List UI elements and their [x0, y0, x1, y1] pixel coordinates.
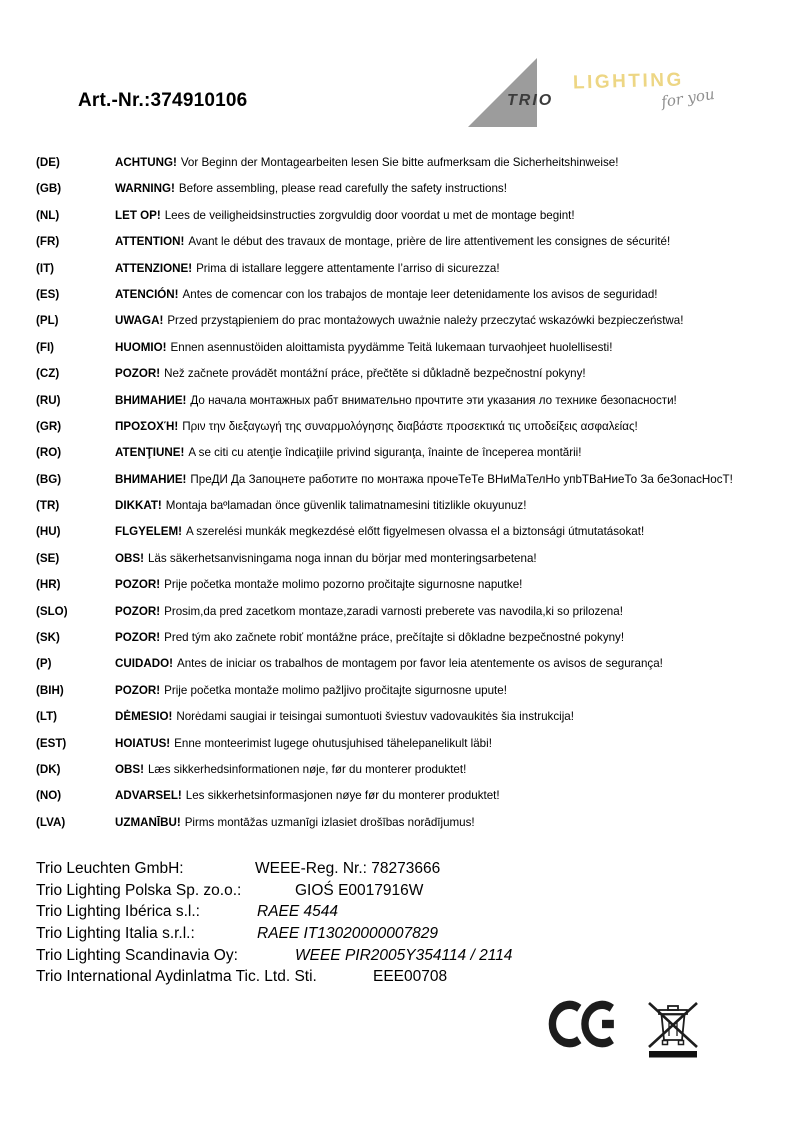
warning-body: Avant le début des travaux de montage, prière de lire attentivement les consignes de sécurité! [188, 235, 671, 249]
warning-text [115, 605, 623, 618]
warning-keyword: POZOR! [115, 578, 161, 592]
company-name: Trio International Aydinlatma Tic. Ltd. Sti. [36, 968, 317, 986]
warning-row-pl [36, 308, 781, 334]
warning-list [36, 150, 781, 836]
warning-text [115, 578, 522, 591]
warning-text [115, 684, 507, 697]
trio-lighting-logo [465, 56, 725, 131]
warning-body: Prima di istallare leggere attentamente l’arriso di sicurezza! [196, 261, 500, 275]
warning-row-nl [36, 203, 781, 229]
warning-row-gr [36, 414, 781, 440]
language-code: (BG) [36, 472, 62, 486]
company-name: Trio Leuchten GmbH: [36, 860, 184, 877]
warning-body: Prosim,da pred zacetkom montaze,zaradi varnosti preberete vas navodila,ki so prilozena! [164, 604, 623, 618]
warning-row-fi [36, 335, 781, 361]
article-number: Art.-Nr.:374910106 [78, 90, 248, 111]
warning-body: Pred tým ako začnete robiť montážne práce, prečítajte si dôkladne bezpečnostné pokyny! [164, 631, 625, 645]
warning-body: Antes de iniciar os trabalhos de montagem por favor leia atentemente os avisos de segurança! [176, 657, 663, 671]
warning-row-bih [36, 678, 781, 704]
warning-row-hu [36, 519, 781, 545]
language-code: (HU) [36, 525, 61, 539]
company-name: Trio Lighting Scandinavia Oy: [36, 946, 238, 964]
warning-text [115, 499, 526, 512]
warning-text [115, 367, 586, 380]
warning-keyword: POZOR! [115, 367, 161, 381]
registration-row [36, 966, 756, 988]
warning-body: Antes de comencar con los trabajos de montaje leer detenidamente los avisos de seguridad! [182, 287, 658, 301]
warning-keyword: LET OP! [115, 208, 161, 222]
warning-row-es [36, 282, 781, 308]
language-code: (FI) [36, 340, 55, 354]
warning-keyword: ΠΡΟΣΟΧΉ! [115, 419, 179, 433]
warning-text [115, 314, 683, 327]
warning-body: Lees de veiligheidsinstructies zorgvuldig door voordat u met de montage begint! [164, 208, 575, 222]
registration-row [36, 923, 756, 945]
warning-keyword: FLGYELEM! [115, 525, 182, 539]
warning-keyword: POZOR! [115, 683, 161, 697]
language-code: (GR) [36, 419, 62, 433]
registration-number: WEEE-Reg. Nr.: 78273666 [255, 860, 441, 877]
warning-body: Ennen asennustöiden aloittamista pyydämme Teitä lukemaan turvaohjeet huolellisesti! [170, 340, 613, 354]
warning-row-cz [36, 361, 781, 387]
warning-keyword: ATENŢIUNE! [115, 446, 185, 460]
warning-body: Enne monteerimist lugege ohutusjuhised tähelepanelikult läbi! [174, 736, 492, 750]
warning-row-sk [36, 625, 781, 651]
language-code: (P) [36, 657, 52, 671]
logo-tagline: for you [659, 84, 716, 112]
warning-text [115, 525, 644, 538]
warning-keyword: HOIATUS! [115, 736, 171, 750]
warning-row-slo [36, 599, 781, 625]
warning-keyword: ADVARSEL! [115, 789, 182, 803]
warning-keyword: DIKKAT! [115, 499, 162, 513]
warning-body: Les sikkerhetsinformasjonen nøye før du monterer produktet! [185, 789, 500, 803]
warning-row-ru [36, 388, 781, 414]
warning-body: Montaja baºlamadan önce güvenlik talimatnamesini titizlikle okuyunuz! [165, 499, 527, 513]
language-code: (SLO) [36, 604, 68, 618]
warning-row-hr [36, 572, 781, 598]
warning-row-ro [36, 440, 781, 466]
warning-row-fr [36, 229, 781, 255]
registration-number: WEEE PIR2005Y354114 / 2114 [295, 946, 513, 964]
warning-body: До начала монтажных рабт внимательно прочтите эти указания ло технике безопасности! [190, 393, 677, 407]
registration-number: RAEE 4544 [257, 903, 338, 921]
warning-body: A se citi cu atenţie îndicaţiile privind siguranţa, înainte de începerea montării! [188, 446, 582, 460]
warning-text [115, 631, 624, 644]
company-name: Trio Lighting Ibérica s.l.: [36, 903, 200, 921]
language-code: (TR) [36, 499, 60, 513]
warning-text [115, 710, 574, 723]
language-code: (SK) [36, 631, 60, 645]
language-code: (GB) [36, 182, 62, 196]
registration-row [36, 901, 756, 923]
warning-body: Læs sikkerhedsinformationen nøje, før du monterer produktet! [147, 762, 467, 776]
warning-text [115, 420, 638, 433]
language-code: (NL) [36, 208, 60, 222]
warning-text [115, 737, 492, 750]
language-code: (RU) [36, 393, 61, 407]
warning-row-dk [36, 757, 781, 783]
warning-text [115, 763, 466, 776]
warning-body: Než začnete provádět montážní práce, přečtěte si důkladně bezpečnostní pokyny! [164, 367, 586, 381]
warning-keyword: POZOR! [115, 631, 161, 645]
warning-keyword: ATTENTION! [115, 235, 185, 249]
warning-row-gb [36, 176, 781, 202]
warning-row-de [36, 150, 781, 176]
warning-body: Läs säkerhetsanvisningama noga innan du börjar med monteringsarbetena! [147, 551, 537, 565]
warning-row-it [36, 256, 781, 282]
warning-row-no [36, 783, 781, 809]
registration-row [36, 880, 756, 902]
language-code: (PL) [36, 314, 59, 328]
weee-registration-list [36, 858, 756, 988]
language-code: (CZ) [36, 367, 60, 381]
warning-body: Prije početka montaže molimo pažljivo pročitajte sigurnosne upute! [164, 683, 507, 697]
ce-mark-icon [548, 999, 622, 1049]
registration-number: RAEE IT13020000007829 [257, 925, 438, 943]
warning-text [115, 552, 537, 565]
warning-text [115, 394, 677, 407]
warning-row-se [36, 546, 781, 572]
warning-text [115, 288, 658, 301]
language-code: (RO) [36, 446, 62, 460]
warning-keyword: CUIDADO! [115, 657, 173, 671]
warning-keyword: OBS! [115, 551, 144, 565]
language-code: (NO) [36, 789, 62, 803]
brand-name: TRIO [507, 92, 554, 109]
warning-body: Πριν την διεξαγωγή της συναρμολόγησης διαβάστε προσεκτικά τις υποδείξεις ασφαλείας! [182, 419, 638, 433]
warning-text [115, 209, 575, 222]
warning-text [115, 789, 500, 802]
language-code: (BIH) [36, 683, 64, 697]
language-code: (IT) [36, 261, 55, 275]
warning-row-bg [36, 467, 781, 493]
warning-text [115, 235, 670, 248]
company-name: Trio Lighting Polska Sp. zo.o.: [36, 881, 242, 899]
warning-body: Pirms montāžas uzmanīgi izlasiet drošības norādījumus! [184, 815, 475, 829]
warning-text [115, 182, 507, 195]
language-code: (LT) [36, 710, 58, 724]
warning-row-est [36, 731, 781, 757]
company-name: Trio Lighting Italia s.r.l.: [36, 925, 195, 943]
warning-text [115, 156, 618, 169]
warning-body: ПреДИ Да Запоцнете работите по монтажа прочеТеТе ВНиМаТелНо упbТВаНиеТо За беЗопасНосТ! [190, 472, 733, 486]
warning-keyword: POZOR! [115, 604, 161, 618]
warning-keyword: WARNING! [115, 182, 175, 196]
warning-keyword: HUOMIO! [115, 340, 167, 354]
warning-body: Norėdami saugiai ir teisingai sumontuoti šviestuv vadovaukitės šia instrukcija! [176, 710, 574, 724]
warning-row-tr [36, 493, 781, 519]
warning-body: Prije početka montaže molimo pozorno pročitajte sigurnosne naputke! [164, 578, 523, 592]
warning-row-p [36, 651, 781, 677]
warning-body: A szerelési munkák megkezdésė előtt figyelmesen olvassa el a biztonsági útmutatásokat! [185, 525, 645, 539]
warning-text [115, 816, 475, 829]
warning-keyword: ATTENZIONE! [115, 261, 193, 275]
language-code: (DE) [36, 156, 60, 169]
language-code: (HR) [36, 578, 61, 592]
warning-keyword: ACHTUNG! [115, 156, 177, 169]
language-code: (SE) [36, 551, 60, 565]
warning-body: Vor Beginn der Montagearbeiten lesen Sie bitte aufmerksam die Sicherheitshinweise! [180, 156, 619, 169]
warning-text [115, 446, 581, 459]
warning-keyword: OBS! [115, 762, 144, 776]
registration-row [36, 858, 756, 880]
language-code: (DK) [36, 762, 61, 776]
warning-text [115, 262, 500, 275]
warning-row-lva [36, 810, 781, 836]
warning-keyword: ВНИМАНИЕ! [115, 393, 187, 407]
registration-number: GIOŚ E0017916W [295, 881, 424, 899]
warning-body: Before assembling, please read carefully the safety instructions! [178, 182, 507, 196]
warning-keyword: ATENCIÓN! [115, 287, 179, 301]
language-code: (EST) [36, 736, 67, 750]
language-code: (FR) [36, 235, 60, 249]
language-code: (LVA) [36, 815, 66, 829]
warning-text [115, 657, 663, 670]
warning-keyword: UZMANĪBU! [115, 815, 181, 829]
warning-body: Przed przystąpieniem do prac montażowych uważnie należy przeczytać wskazówki bezpieczeństwa! [167, 314, 684, 328]
weee-bin-icon [646, 996, 700, 1059]
warning-text [115, 473, 733, 486]
warning-keyword: ВНИМАНИЕ! [115, 472, 187, 486]
warning-keyword: DĖMESIO! [115, 710, 173, 724]
registration-number: EEE00708 [373, 968, 448, 986]
warning-keyword: UWAGA! [115, 314, 164, 328]
logo-wordmark: LIGHTING [572, 69, 685, 94]
warning-row-lt [36, 704, 781, 730]
registration-row [36, 945, 756, 967]
warning-text [115, 341, 612, 354]
language-code: (ES) [36, 287, 60, 301]
